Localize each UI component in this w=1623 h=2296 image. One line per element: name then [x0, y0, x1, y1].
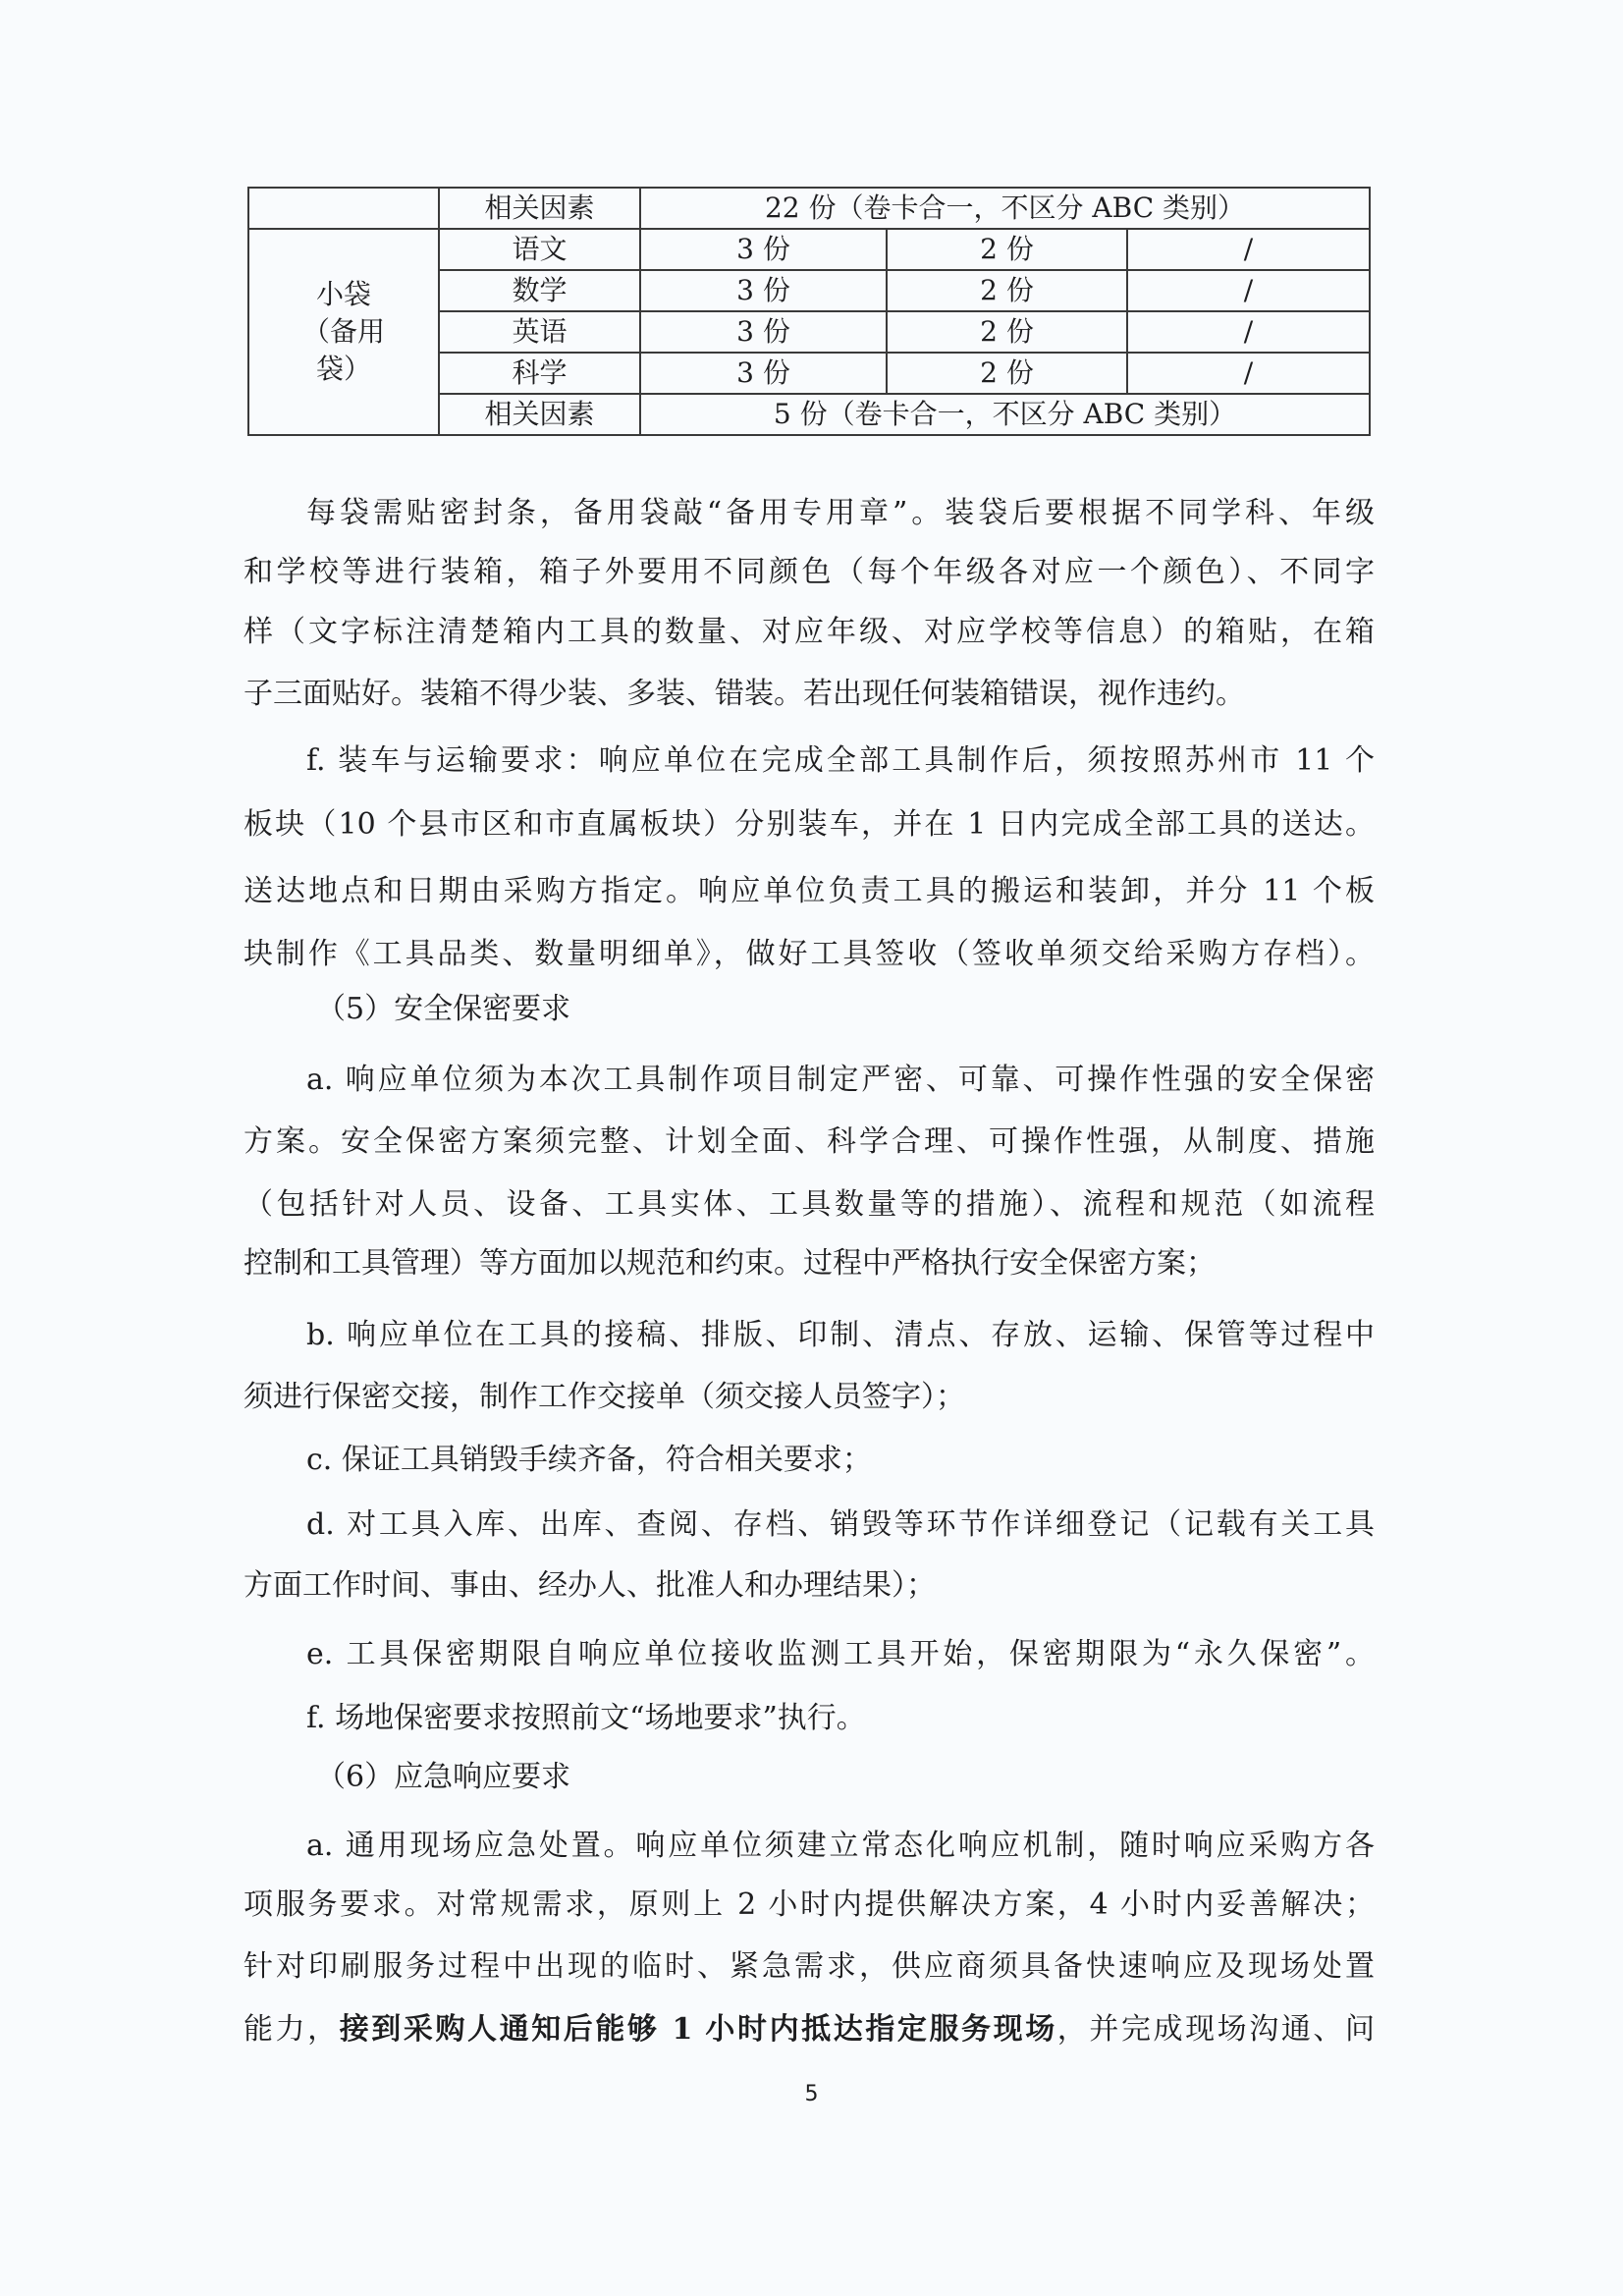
paragraph-line: 针对印刷服务过程中出现的临时、紧急需求，供应商须具备快速响应及现场处置 — [243, 1949, 1375, 1984]
text-normal: 能力， — [243, 2012, 340, 2047]
paragraph-line: a. 响应单位须为本次工具制作项目制定严密、可靠、可操作性强的安全保密 — [306, 1063, 1375, 1097]
paragraph-line: 送达地点和日期由采购方指定。响应单位负责工具的搬运和装卸，并分 11 个板 — [243, 874, 1375, 908]
paragraph-line — [243, 2010, 1375, 2050]
table-cell-subject: 相关因素 — [439, 394, 640, 435]
table-cell-group-empty — [248, 188, 439, 229]
table-cell-value: / — [1127, 311, 1370, 353]
paragraph-line: 控制和工具管理）等方面加以规范和约束。过程中严格执行安全保密方案； — [243, 1246, 1216, 1281]
group-label-line: （备用 — [301, 315, 385, 348]
paragraph-line: 和学校等进行装箱，箱子外要用不同颜色（每个年级各对应一个颜色）、不同字 — [243, 555, 1375, 589]
group-label-line: 小袋 — [315, 278, 371, 310]
paragraph-line: a. 通用现场应急处置。响应单位须建立常态化响应机制，随时响应采购方各 — [306, 1829, 1375, 1863]
table-cell-subject: 数学 — [439, 270, 640, 311]
paragraph-line: 板块（10 个县市区和市直属板块）分别装车，并在 1 日内完成全部工具的送达。 — [243, 807, 1375, 842]
table-cell-value: / — [1127, 270, 1370, 311]
table-cell-value: 3 份 — [640, 311, 887, 353]
table-cell-value: / — [1127, 229, 1370, 270]
paragraph-line: b. 响应单位在工具的接稿、排版、印制、清点、存放、运输、保管等过程中 — [306, 1318, 1375, 1352]
table-cell-value: 3 份 — [640, 353, 887, 394]
table-row — [248, 229, 1370, 270]
table-cell-value: 3 份 — [640, 270, 887, 311]
table-cell-subject: 科学 — [439, 353, 640, 394]
text-normal: ，并完成现场沟通、问 — [1056, 2012, 1375, 2047]
paragraph-line: 子三面贴好。装箱不得少装、多装、错装。若出现任何装箱错误，视作违约。 — [243, 677, 1245, 711]
table-cell-merged: 5 份（卷卡合一，不区分 ABC 类别） — [640, 394, 1370, 435]
paragraph-line: 每袋需贴密封条，备用袋敲“备用专用章”。装袋后要根据不同学科、年级 — [306, 496, 1375, 530]
group-label-line: 袋） — [315, 353, 371, 385]
table-cell-value: 3 份 — [640, 229, 887, 270]
packaging-table — [247, 187, 1371, 436]
paragraph-line: c. 保证工具销毁手续齐备，符合相关要求； — [306, 1443, 872, 1477]
page-number: 5 — [804, 2082, 819, 2106]
paragraph-line: e. 工具保密期限自响应单位接收监测工具开始，保密期限为“永久保密”。 — [306, 1637, 1375, 1671]
table-cell-value: 2 份 — [887, 270, 1127, 311]
table-cell-subject: 相关因素 — [439, 188, 640, 229]
table-cell-value: 2 份 — [887, 311, 1127, 353]
paragraph-line: 项服务要求。对常规需求，原则上 2 小时内提供解决方案，4 小时内妥善解决； — [243, 1887, 1375, 1922]
table-row — [248, 188, 1370, 229]
table-cell-value: / — [1127, 353, 1370, 394]
table-cell-subject: 语文 — [439, 229, 640, 270]
paragraph-line: f. 场地保密要求按照前文“场地要求”执行。 — [306, 1701, 866, 1735]
section-heading: （5）安全保密要求 — [316, 992, 571, 1026]
paragraph-line: （包括针对人员、设备、工具实体、工具数量等的措施）、流程和规范（如流程 — [243, 1187, 1375, 1222]
section-heading: （6）应急响应要求 — [316, 1760, 571, 1794]
paragraph-line: 方面工作时间、事由、经办人、批准人和办理结果）； — [243, 1568, 936, 1603]
table-cell-subject: 英语 — [439, 311, 640, 353]
paragraph-line: 须进行保密交接，制作工作交接单（须交接人员签字）； — [243, 1380, 965, 1414]
paragraph-line: 方案。安全保密方案须完整、计划全面、科学合理、可操作性强，从制度、措施 — [243, 1124, 1375, 1159]
text-emphasis: 接到采购人通知后能够 1 小时内抵达指定服务现场 — [339, 2012, 1057, 2047]
paragraph-line: d. 对工具入库、出库、查阅、存档、销毁等环节作详细登记（记载有关工具 — [306, 1507, 1375, 1542]
paragraph-line: 块制作《工具品类、数量明细单》，做好工具签收（签收单须交给采购方存档）。 — [243, 937, 1375, 971]
table-cell-value: 2 份 — [887, 353, 1127, 394]
paragraph-line: f. 装车与运输要求：响应单位在完成全部工具制作后，须按照苏州市 11 个 — [306, 743, 1375, 778]
table-cell-merged: 22 份（卷卡合一，不区分 ABC 类别） — [640, 188, 1370, 229]
paragraph-line: 样（文字标注清楚箱内工具的数量、对应年级、对应学校等信息）的箱贴，在箱 — [243, 615, 1375, 649]
table-cell-value: 2 份 — [887, 229, 1127, 270]
table-cell-group-label — [248, 229, 439, 435]
